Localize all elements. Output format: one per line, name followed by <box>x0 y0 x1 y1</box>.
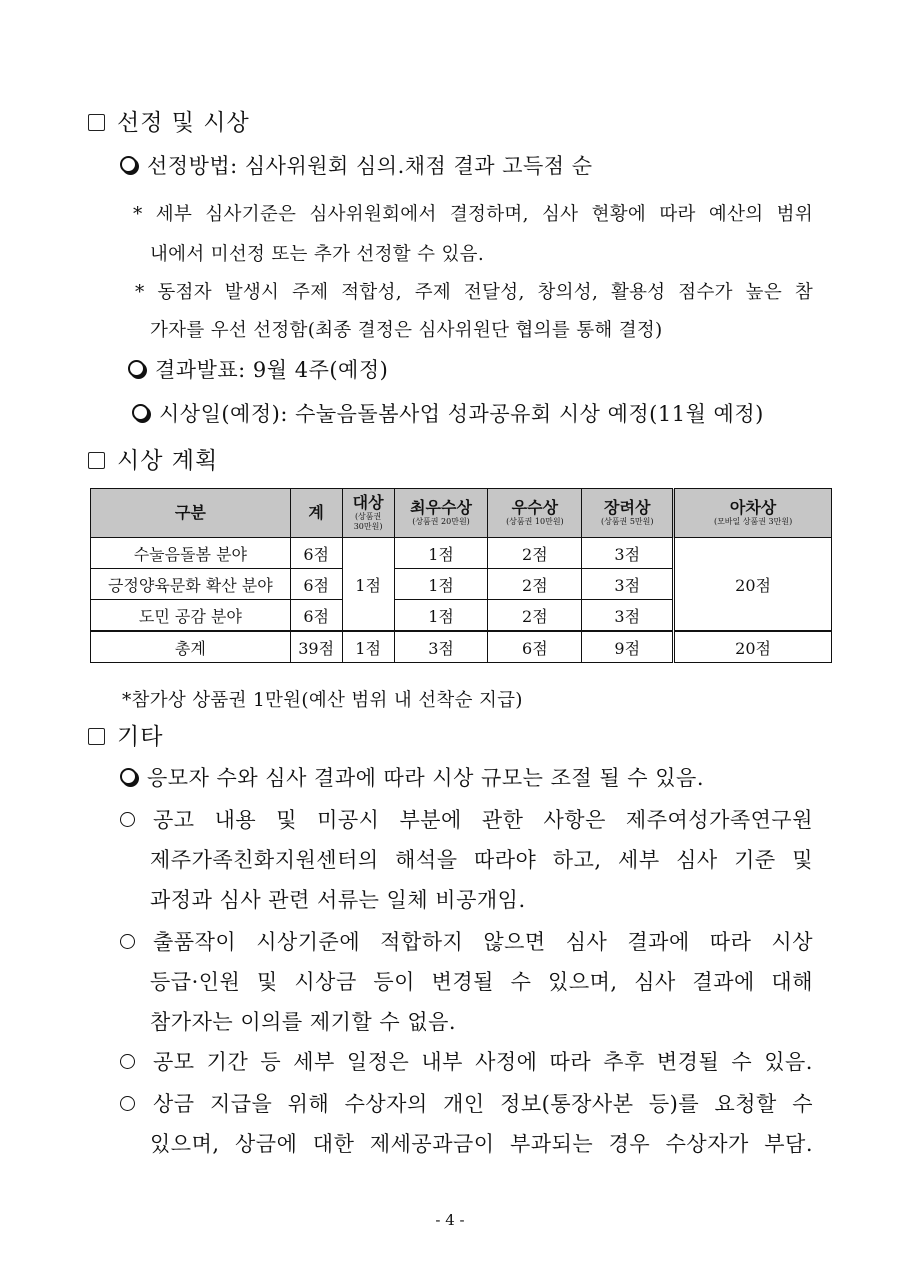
note-tie-line1: * 동점자 발생시 주제 적합성, 주제 전달성, 창의성, 활용성 점수가 높은 참 <box>135 282 813 303</box>
cell-excellent: 2점 <box>488 538 582 569</box>
open-circle-bullet-icon <box>120 934 135 949</box>
cell-category: 긍정양육문화 확산 분야 <box>91 569 291 600</box>
section-heading-other: 기타 <box>88 718 163 751</box>
bullet-other-3-line2: 등급·인원 및 시상금 등이 변경될 수 있으며, 심사 결과에 대해 <box>150 970 813 994</box>
open-circle-bullet-icon <box>120 1054 135 1069</box>
cell-grand-merged: 1점 <box>342 538 394 632</box>
bullet-other-3-line3: 참가자는 이의를 제기할 수 없음. <box>150 1010 457 1034</box>
bullet-other-2-line1: 공고 내용 및 미공시 부분에 관한 사항은 제주여성가족연구원 <box>120 804 813 834</box>
cell-excellent: 2점 <box>488 600 582 632</box>
cell-top: 1점 <box>394 538 488 569</box>
bullet-selection-method: 선정방법: 심사위원회 심의.채점 결과 고득점 순 <box>120 150 593 180</box>
cell-excellent: 2점 <box>488 569 582 600</box>
section-heading-plan: 시상 계획 <box>88 442 218 475</box>
page-number: - 4 - <box>435 1211 465 1229</box>
cell-category: 총계 <box>91 631 291 663</box>
cell-category: 도민 공감 분야 <box>91 600 291 632</box>
cell-top: 1점 <box>394 569 488 600</box>
open-circle-bullet-icon <box>120 1096 135 1111</box>
note-criteria-line1: * 세부 심사기준은 심사위원회에서 결정하며, 심사 현황에 따라 예산의 범위 <box>133 204 813 225</box>
cell-encourage: 3점 <box>582 569 674 600</box>
bullet-other-5-line1: 상금 지급을 위해 수상자의 개인 정보(통장사본 등)를 요청할 수 <box>120 1088 813 1118</box>
cell-grand: 1점 <box>342 631 394 663</box>
table-total-row <box>91 631 832 663</box>
cell-encourage: 3점 <box>582 600 674 632</box>
circle-bullet-icon <box>120 156 137 173</box>
cell-near: 20점 <box>674 631 832 663</box>
cell-encourage: 9점 <box>582 631 674 663</box>
cell-top: 1점 <box>394 600 488 632</box>
bullet-announcement: 결과발표: 9월 4주(예정) <box>128 354 388 384</box>
bullet-other-5-line2: 있으며, 상금에 대한 제세공과금이 부과되는 경우 수상자가 부담. <box>150 1132 813 1156</box>
section-heading-selection: 선정 및 시상 <box>88 104 250 137</box>
open-circle-bullet-icon <box>120 812 135 827</box>
bullet-other-2-line3: 과정과 심사 관련 서류는 일체 비공개임. <box>150 888 526 912</box>
header-category: 구분 <box>91 489 291 538</box>
cell-top: 3점 <box>394 631 488 663</box>
circle-bullet-icon <box>120 768 137 785</box>
header-total: 계 <box>290 489 342 538</box>
header-near-miss-prize: 아차상 (모바일 상품권 3만원) <box>674 489 832 538</box>
bullet-other-3-line1: 출품작이 시상기준에 적합하지 않으면 심사 결과에 따라 시상 <box>120 926 813 956</box>
header-excellence-prize: 우수상 (상품권 10만원) <box>488 489 582 538</box>
header-grand-prize: 대상 (상품권 30만원) <box>342 489 394 538</box>
note-criteria-line2: 내에서 미선정 또는 추가 선정할 수 있음. <box>150 244 485 265</box>
cell-encourage: 3점 <box>582 538 674 569</box>
checkbox-square-icon <box>88 452 105 469</box>
checkbox-square-icon <box>88 728 105 745</box>
cell-total: 39점 <box>290 631 342 663</box>
bullet-other-2-line2: 제주가족친화지원센터의 해석을 따라야 하고, 세부 심사 기준 및 <box>150 848 813 872</box>
bullet-other-1: 응모자 수와 심사 결과에 따라 시상 규모는 조절 될 수 있음. <box>120 762 704 792</box>
header-top-prize: 최우수상 (상품권 20만원) <box>394 489 488 538</box>
cell-total: 6점 <box>290 569 342 600</box>
participation-footnote: *참가상 상품권 1만원(예산 범위 내 선착순 지급) <box>122 690 523 711</box>
bullet-ceremony: 시상일(예정): 수눌음돌봄사업 성과공유회 시상 예정(11월 예정) <box>132 398 764 428</box>
note-tie-line2: 가자를 우선 선정함(최종 결정은 심사위원단 협의를 통해 결정) <box>150 320 663 341</box>
circle-bullet-icon <box>128 360 145 377</box>
table-row <box>91 538 832 569</box>
cell-total: 6점 <box>290 600 342 632</box>
checkbox-square-icon <box>88 114 105 131</box>
table-header-row <box>91 489 832 538</box>
cell-excellent: 6점 <box>488 631 582 663</box>
bullet-other-4: 공모 기간 등 세부 일정은 내부 사정에 따라 추후 변경될 수 있음. <box>120 1046 813 1076</box>
header-encouragement-prize: 장려상 (상품권 5만원) <box>582 489 674 538</box>
cell-category: 수눌음돌봄 분야 <box>91 538 291 569</box>
award-table <box>90 488 832 663</box>
cell-near-merged: 20점 <box>674 538 832 632</box>
circle-bullet-icon <box>132 404 149 421</box>
cell-total: 6점 <box>290 538 342 569</box>
